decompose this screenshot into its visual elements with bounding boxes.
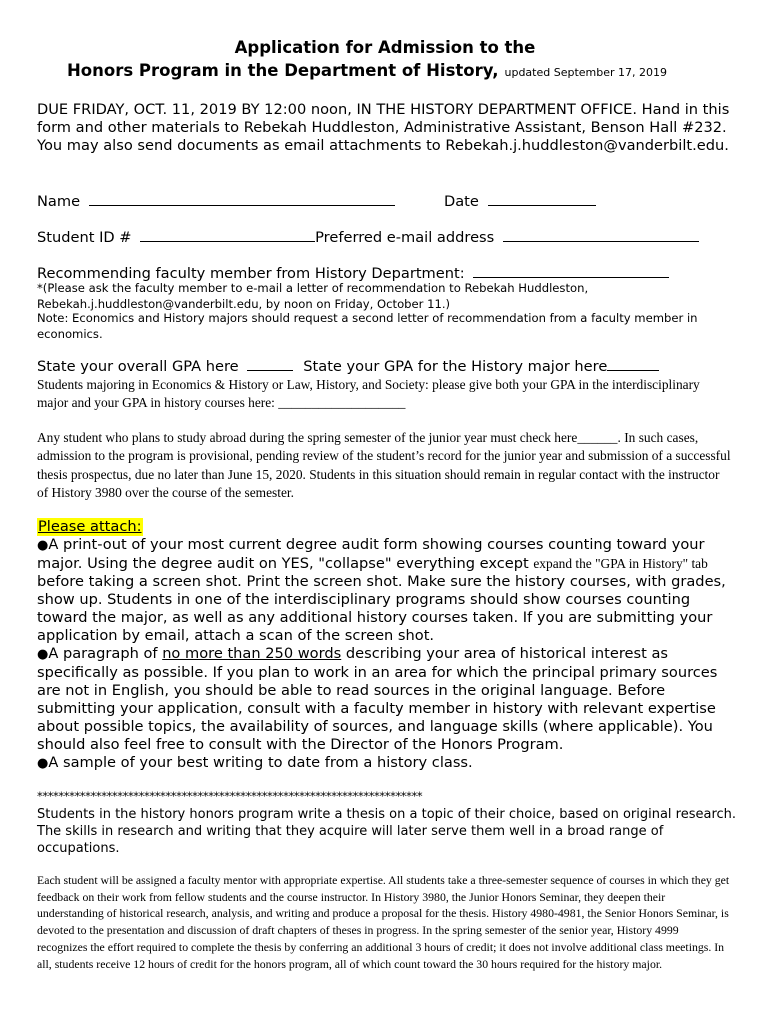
student-id-field[interactable] — [140, 228, 315, 242]
form-title-text: Honors Program in the Department of History, — [67, 61, 499, 80]
study-abroad-paragraph: Any student who plans to study abroad during the spring semester of the junior year must check here______. In such cases, admission to the program is provisional, pending review of the student’s record for the junior year and submission of a successful thesis prospectus, due no later than June 15, 2020. Students in this situation should remain in regular contact with the instructor of History 3980 over the course of the semester. — [37, 430, 731, 500]
attachment-item-writing-sample: ●A sample of your best writing to date from a history class. — [37, 754, 473, 771]
student-id-label: Student ID # — [37, 229, 132, 246]
name-field[interactable] — [89, 192, 395, 206]
please-attach-heading: Please attach: — [38, 518, 142, 535]
bullet-icon: ● — [37, 538, 49, 553]
student-id-row — [37, 228, 699, 247]
date-row — [444, 192, 596, 211]
gpa-row — [37, 357, 659, 376]
gpa-overall-label: State your overall GPA here — [37, 358, 239, 375]
econ-note: Note: Economics and History majors should request a second letter of recommendation from a faculty member in economics. — [37, 311, 698, 341]
faculty-label: Recommending faculty member from History Department: — [37, 265, 465, 282]
faculty-mentor-paragraph: Each student will be assigned a faculty mentor with appropriate expertise. All students take a three-semester sequence of courses in which they get feedback on their work from fellow students and the course instructor. In History 3980, the Junior Honors Seminar, they deepen their understanding of historical research, analysis, and writing and produce a proposal for the thesis. History 4980-4981, the Senior Honors Seminar, is devoted to the presentation and discussion of draft chapters of theses in progress. In the spring semester of the senior year, History 4999 recognizes the effort required to complete the thesis by conferring an additional 3 hours of credit; it does not involve additional class meetings. In all, students receive 12 hours of credit for the honors program, all of which count toward the 30 hours required for the history major. — [37, 873, 730, 971]
due-notice: DUE FRIDAY, OCT. 11, 2019 BY 12:00 noon, IN THE HISTORY DEPARTMENT OFFICE. Hand in this form and other materials to Rebekah Huddleston, Administrative Assistant, Benson Hall #232. You may also send documents as email attachments to Rebekah.j.huddleston@vanderbilt.edu. — [37, 101, 730, 154]
attachment-item-degree-audit: ●A print-out of your most current degree audit form showing courses counting toward your major. Using the degree audit on YES, "collapse" everything except expand the "GPA in History" tab before taking a screen shot. Print the screen shot. Make sure the history courses, with grades, show up. Students in one of the interdisciplinary programs should show courses counting toward the major, as well as any additional history courses taken. If you are submitting your application by email, attach a scan of the screen shot. — [37, 536, 726, 644]
date-label: Date — [444, 193, 479, 210]
form-title-line2 — [67, 60, 667, 84]
name-date-row — [37, 192, 395, 211]
gpa-history-field[interactable] — [607, 357, 659, 371]
interdisciplinary-note: Students majoring in Economics & History or Law, History, and Society: please give both your GPA in the interdisciplinary major and your GPA in history courses here: ___________________ — [37, 377, 700, 411]
email-label: Preferred e-mail address — [315, 229, 495, 246]
updated-date: updated September 17, 2019 — [504, 66, 668, 79]
name-label: Name — [37, 193, 81, 210]
bullet-icon: ● — [37, 647, 49, 662]
date-field[interactable] — [488, 192, 596, 206]
students-paragraph: Students in the history honors program write a thesis on a topic of their choice, based on original research. The skills in research and writing that they acquire will later serve them well in a broad range of occupations. — [37, 807, 737, 856]
attachment-item-paragraph: ●A paragraph of no more than 250 words describing your area of historical interest as specifically as possible. If you plan to work in an area for which the principal primary sources are not in English, you should be able to read sources in the original language. Before submitting your application, consult with a faculty member in history with relevant expertise about possible topics, the availability of sources, and language skills (where applicable). You should also feel free to consult with the Director of the Honors Program. — [37, 645, 718, 753]
form-title-line1: Application for Admission to the — [234, 38, 536, 57]
gpa-overall-field[interactable] — [247, 357, 293, 371]
faculty-field[interactable] — [473, 264, 669, 278]
faculty-letter-note: *(Please ask the faculty member to e-mail a letter of recommendation to Rebekah Huddleston, Rebekah.j.huddleston@vanderbilt.edu, by noon on Friday, October 11.) — [37, 281, 589, 311]
gpa-history-label: State your GPA for the History major here — [303, 358, 608, 375]
bullet-icon: ● — [37, 756, 49, 771]
email-field[interactable] — [503, 228, 699, 242]
divider: ************************************************************************ — [37, 789, 423, 803]
attachments-list — [37, 536, 737, 773]
